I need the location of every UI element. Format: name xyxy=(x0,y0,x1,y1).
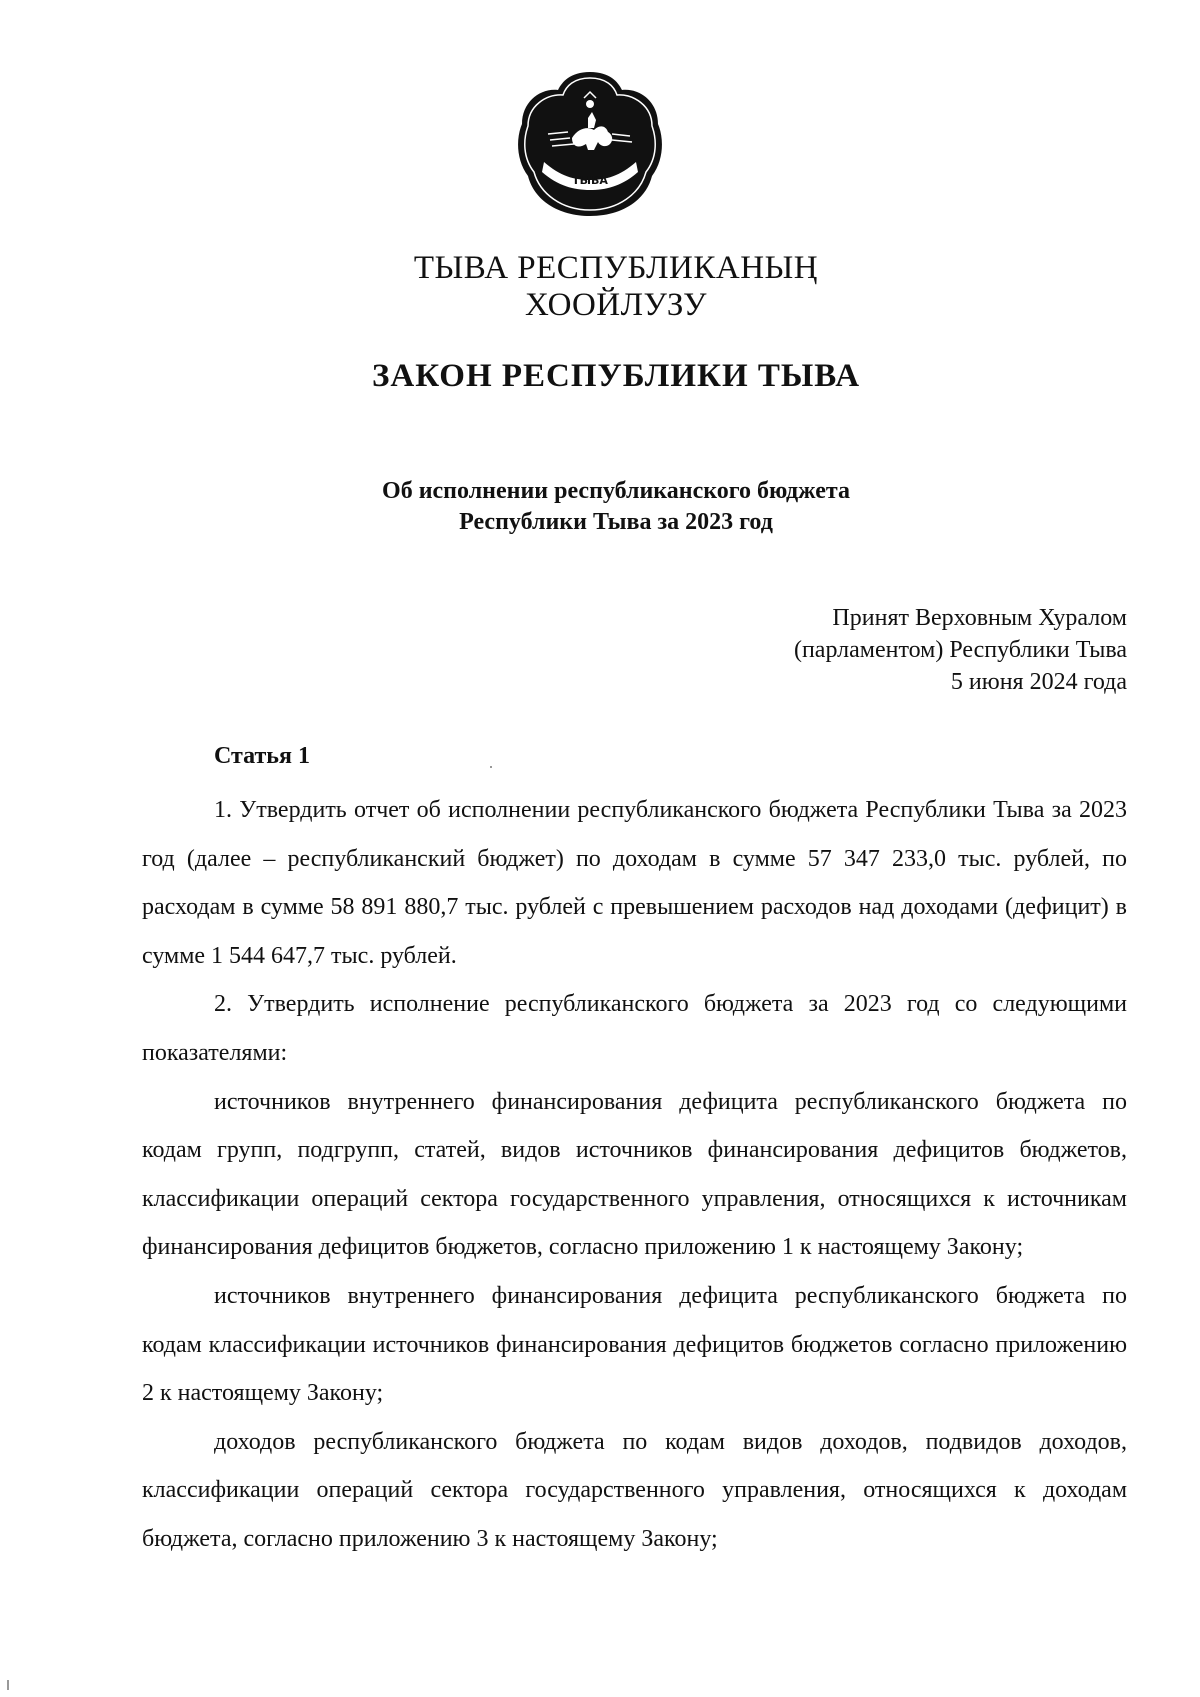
scan-speck xyxy=(490,766,492,768)
parliament-name-line2: ХООЙЛУЗУ xyxy=(524,287,708,323)
scan-speck xyxy=(7,1680,9,1690)
article-paragraph-4: источников внутреннего финансирования дефицита республиканского бюджета по кодам классификации источников финансирования дефицитов бюджетов согласно приложению 2 к настоящему Закону; xyxy=(142,1282,1127,1407)
article-heading: Статья 1 xyxy=(214,743,310,769)
article-paragraph-2: 2. Утвердить исполнение республиканского бюджета за 2023 год со следующими показателями: xyxy=(142,991,1127,1066)
adoption-line1: Принят Верховным Хуралом xyxy=(832,605,1127,631)
adoption-date: 5 июня 2024 года xyxy=(950,669,1127,695)
emblem-ribbon-text: ТЫВА xyxy=(572,174,608,187)
article-paragraph-1: 1. Утвердить отчет об исполнении республиканского бюджета Республики Тыва за 2023 год (далее – республиканский бюджет) по доходам в сумме 57 347 233,0 тыс. рублей, по расходам в сумме 58 891 880,7 тыс. рублей с превышением расходов над доходами (дефицит) в сумме 1 544 647,7 тыс. рублей. xyxy=(142,797,1127,969)
parliament-name-line1: ТЫВА РЕСПУБЛИКАНЫҢ xyxy=(413,250,819,286)
law-title: ЗАКОН РЕСПУБЛИКИ ТЫВА xyxy=(371,358,861,394)
tuva-emblem-icon xyxy=(514,68,666,220)
adoption-line2: (парламентом) Республики Тыва xyxy=(793,637,1127,663)
law-subject-line2: Республики Тыва за 2023 год xyxy=(459,509,773,535)
article-body xyxy=(142,786,1127,1564)
law-subject-line1: Об исполнении республиканского бюджета xyxy=(382,478,850,504)
article-paragraph-3: источников внутреннего финансирования дефицита республиканского бюджета по кодам групп, подгрупп, статей, видов источников финансирования дефицитов бюджетов, классификации операций сектора государственного управления, относящихся к источникам финансирования дефицитов бюджетов, согласно приложению 1 к настоящему Закону; xyxy=(142,1088,1127,1261)
article-paragraph-5: доходов республиканского бюджета по кодам видов доходов, подвидов доходов, классификации операций сектора государственного управления, относящихся к доходам бюджета, согласно приложению 3 к настоящему Закону; xyxy=(142,1428,1127,1552)
